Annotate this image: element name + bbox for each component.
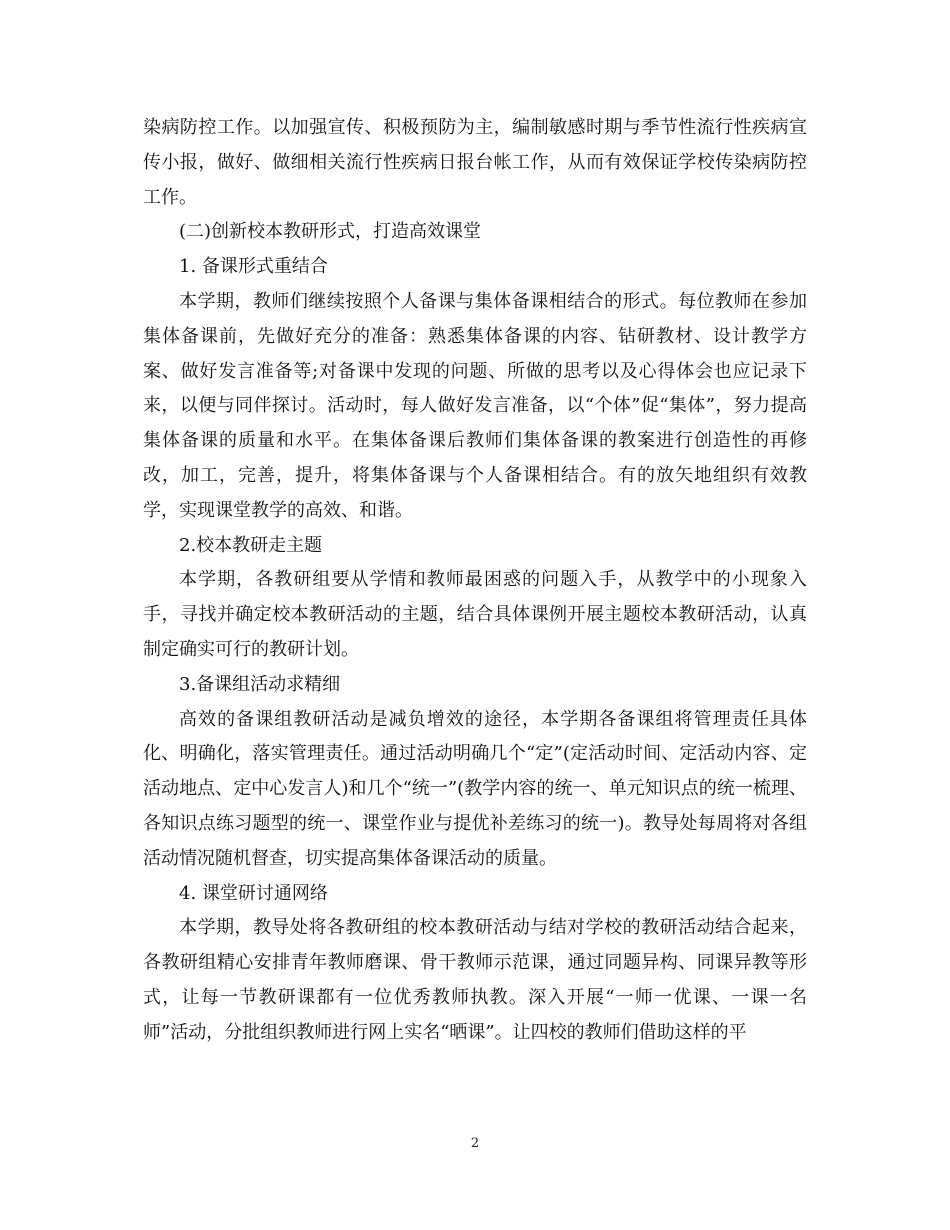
paragraph: 本学期，教导处将各教研组的校本教研活动与结对学校的教研活动结合起来，各教研组精心安排青年教师磨课、骨干教师示范课，通过同题异构、同课异教等形式，让每一节教研课都有一位优秀教师执教。深入开展“一师一优课、一课一名师”活动，分批组织教师进行网上实名“晒课”。让四校的教师们借助这样的平	[143, 917, 807, 1043]
subsection-heading: 3.备课组活动求精细	[179, 673, 341, 695]
subsection-heading: 4. 课堂研讨通网络	[179, 882, 328, 904]
paragraph: 高效的备课组教研活动是减负增效的途径，本学期各备课组将管理责任具体化、明确化，落实管理责任。通过活动明确几个“定”(定活动时间、定活动内容、定活动地点、定中心发言人)和几个“统一”(教学内容的统一、单元知识点的统一梳理、各知识点练习题型的统一、课堂作业与提优补差练习的统一)。教导处每周将对各组活动情况随机督查，切实提高集体备课活动的质量。	[143, 708, 807, 869]
subsection-heading: 1. 备课形式重结合	[179, 256, 328, 278]
subsection-heading: 2.校本教研走主题	[179, 534, 323, 556]
paragraph: 本学期，教师们继续按照个人备课与集体备课相结合的形式。每位教师在参加集体备课前，先做好充分的准备：熟悉集体备课的内容、钻研教材、设计教学方案、做好发言准备等;对备课中发现的问题、所做的思考以及心得体会也应记录下来，以便与同伴探讨。活动时，每人做好发言准备，以“个体”促“集体”，努力提高集体备课的质量和水平。在集体备课后教师们集体备课的教案进行创造性的再修改，加工，完善，提升，将集体备课与个人备课相结合。有的放矢地组织有效教学，实现课堂教学的高效、和谐。	[143, 290, 807, 521]
section-heading: (二)创新校本教研形式，打造高效课堂	[179, 221, 482, 243]
document-body	[143, 111, 807, 1051]
paragraph-continuation: 染病防控工作。以加强宣传、积极预防为主，编制敏感时期与季节性流行性疾病宣传小报，做好、做细相关流行性疾病日报台帐工作，从而有效保证学校传染病防控工作。	[143, 117, 807, 208]
page-number: 2	[470, 1136, 480, 1151]
paragraph: 本学期，各教研组要从学情和教师最困惑的问题入手，从教学中的小现象入手，寻找并确定校本教研活动的主题，结合具体课例开展主题校本教研活动，认真制定确实可行的教研计划。	[143, 569, 807, 660]
